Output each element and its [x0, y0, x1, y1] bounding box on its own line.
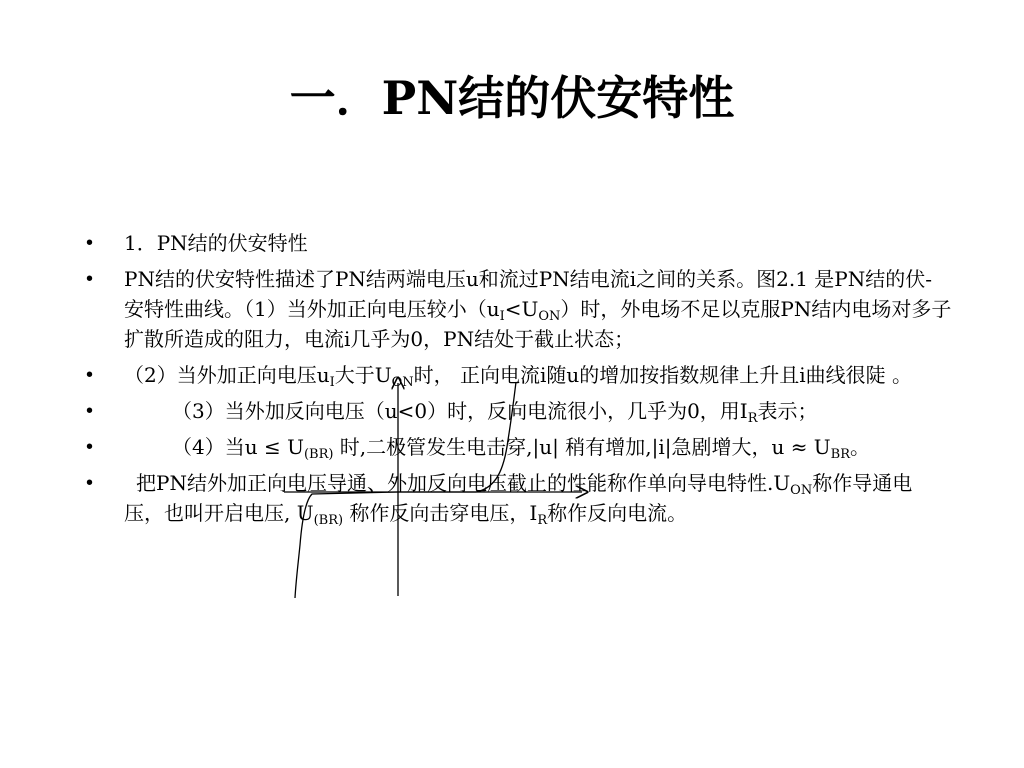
bullet-item-4 — [86, 396, 952, 426]
bullet-dot: • — [86, 400, 94, 422]
bullet-text: 1．PN结的伏安特性 — [124, 231, 308, 255]
bullet-list — [86, 228, 952, 534]
slide-title: 一．PN结的伏安特性 — [289, 71, 735, 125]
bullet-text: PN结的伏安特性描述了PN结两端电压u和流过PN结电流i之间的关系。图2.1 是PN结的伏-安特性曲线。（1）当外加正向电压较小$(u_I<U_{ON})$时，外电场不足以克服PN结内电场对多子扩散所造成的阻力，电流i几乎为0，PN结处于截止状态； — [124, 267, 952, 351]
bullet-item-5 — [86, 432, 952, 462]
bullet-text: （2）当外加正向电压$u_I$大于$U_{ON}$时， 正向电流i随u的增加按指数规律上升且i曲线很陡 。 — [124, 363, 913, 390]
bullet-item-3 — [86, 360, 952, 390]
bullet-item-2 — [86, 264, 952, 354]
bullet-dot: • — [86, 268, 94, 290]
bullet-dot: • — [86, 364, 94, 386]
bullet-item-6 — [86, 468, 952, 528]
bullet-dot: • — [86, 232, 94, 254]
bullet-text: 把PN结外加正向电压导通、外加反向电压截止的性能称作单向导电特性$.U_{ON}$称作导通电压，也叫开启电压, $U_{(BR)}$ 称作反向击穿电压，$I_R$称作反向电流。 — [124, 471, 913, 528]
bullet-dot: • — [86, 436, 94, 458]
bullet-text: （4）当$u \le U_{(BR)}$ 时,二极管发生电击穿,|u| 稍有增加,|i|急剧增大，$u \approx U_{BR}$。 — [172, 435, 871, 462]
bullet-item-1 — [86, 228, 952, 258]
bullet-text: （3）当外加反向电压（u<0）时，反向电流很小，几乎为0，用$I_R$表示； — [172, 399, 818, 426]
bullet-dot: • — [86, 472, 94, 494]
